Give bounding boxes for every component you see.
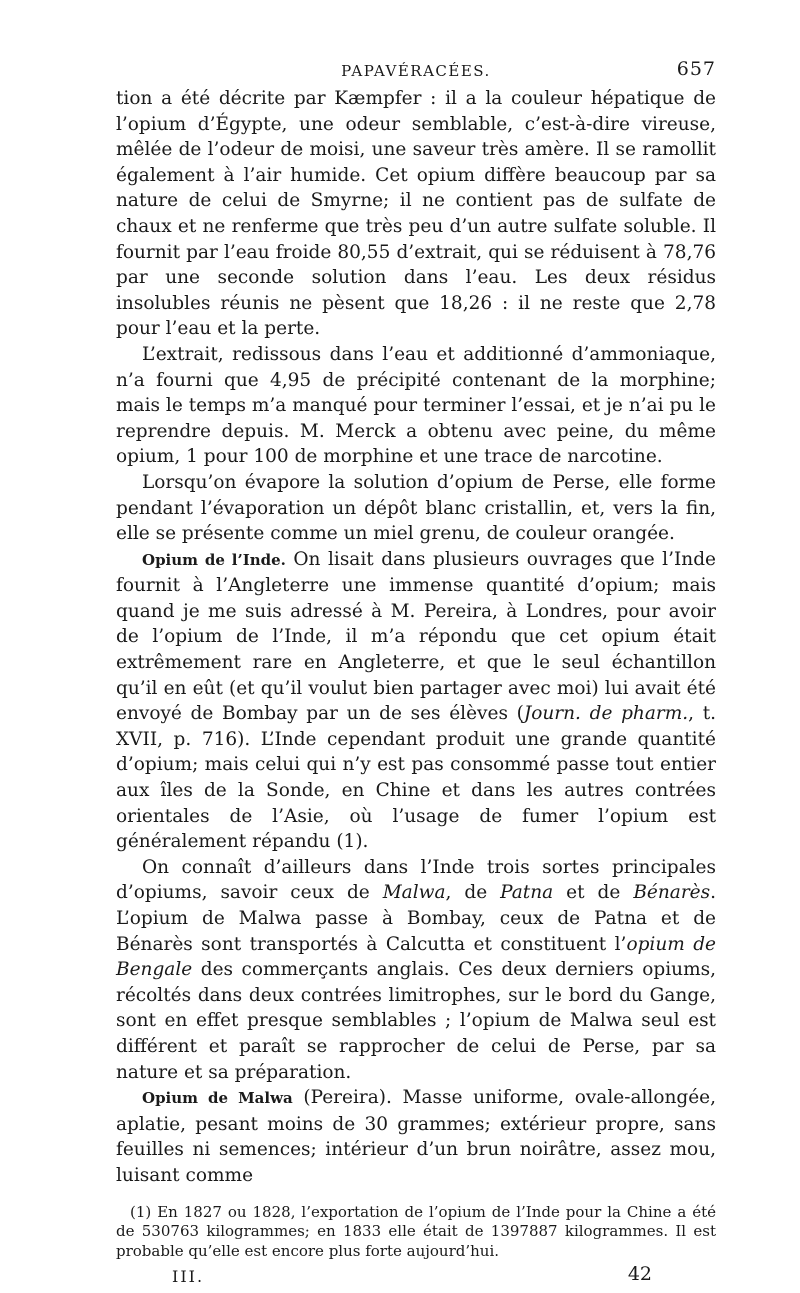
book-page <box>116 58 716 1287</box>
paragraph <box>116 547 716 855</box>
text-segment: , de <box>445 882 501 904</box>
paragraph <box>116 470 716 547</box>
text-segment: Lorsqu’on évapore la solution d’opium de Perse, elle forme pendant l’évaporation un dépôt blanc cristallin, et, vers la fin, elle se présente comme un miel grenu, de couleur orangée. <box>116 471 716 545</box>
volume-mark: III. <box>172 1267 205 1287</box>
text-segment: des commerçants anglais. Ces deux derniers opiums, récoltés dans deux contrées limitrophes, sur le bord du Gange, sont en effet presque semblables ; l’opium de Malwa seul est différent et paraît se rapprocher de celui de Perse, par sa nature et sa préparation. <box>116 959 716 1083</box>
italic-text: Journ. de pharm. <box>523 703 689 725</box>
text-segment: On connaît d’ailleurs dans l’Inde trois sortes principales d’opiums, savoir ceux de <box>116 856 716 904</box>
paragraph <box>116 342 716 470</box>
running-title: PAPAVÉRACÉES. <box>341 62 491 80</box>
text-segment: tion a été décrite par Kæmpfer : il a la couleur hépatique de l’opium d’Égypte, une odeur semblable, c’est-à-dire vireuse, mêlée de l’odeur de moisi, une saveur très amère. Il se ramollit également à l’air humide. Cet opium diffère beaucoup par sa nature de celui de Smyrne; il ne contient pas de sulfate de chaux et ne renferme que très peu d’un autre sulfate soluble. Il fournit par l’eau froide 80,55 d’extrait, qui se réduisent à 78,76 par une seconde solution dans l’eau. Les deux résidus insolubles réunis ne pèsent que 18,26 : il ne reste que 2,78 pour l’eau et la perte. <box>116 88 716 340</box>
footnote <box>116 1203 716 1262</box>
text-segment: . L’opium de Malwa passe à Bombay, ceux de Patna et de Bénarès sont transportés à Calcutta et constituent l’ <box>116 882 716 955</box>
italic-text: Malwa <box>382 882 446 904</box>
footnote-text: (1) En 1827 ou 1828, l’exportation de l’opium de l’Inde pour la Chine a été de 530763 kilogrammes; en 1833 elle était de 1397887 kilogrammes. Il est probable qu’elle est encore plus forte aujourd’hui. <box>116 1202 716 1260</box>
page-number: 657 <box>676 58 716 80</box>
page-footer <box>116 1263 716 1287</box>
page-header <box>116 58 716 86</box>
paragraph <box>116 855 716 1085</box>
text-segment: (Pereira). Masse uniforme, ovale-allongée, aplatie, pesant moins de 30 grammes; extérieur propre, sans feuilles ni semences; intérieur d’un brun noirâtre, assez mou, luisant comme <box>116 1087 716 1186</box>
text-segment: On lisait dans plusieurs ouvrages que l’Inde fournit à l’Angleterre une immense quantité d’opium; mais quand je me suis adressé à M. Pereira, à Londres, pour avoir de l’opium de l’Inde, il m’a répondu que cet opium était extrêmement rare en Angleterre, et que le seul échantillon qu’il en eût (et qu’il voulut bien partager avec moi) lui avait été envoyé de Bombay par un de ses élèves ( <box>116 548 716 725</box>
text-segment: et de <box>553 882 634 904</box>
paragraph <box>116 86 716 342</box>
paragraph <box>116 1085 716 1188</box>
text-segment: L’extrait, redissous dans l’eau et additionné d’ammoniaque, n’a fourni que 4,95 de précipité contenant de la morphine; mais le temps m’a manqué pour terminer l’essai, et je n’ai pu le reprendre depuis. M. Merck a obtenu avec peine, du même opium, 1 pour 100 de morphine et une trace de narcotine. <box>116 343 716 468</box>
italic-text: opium de Bengale <box>116 933 716 981</box>
italic-text: Bénarès <box>633 882 711 904</box>
body-text <box>116 86 716 1189</box>
section-run-in-heading: Opium de l’Inde. <box>142 550 286 569</box>
section-run-in-heading: Opium de Malwa <box>142 1089 293 1108</box>
text-segment: , t. XVII, p. 716). L’Inde cependant produit une grande quantité d’opium; mais celui qui n’y est pas consommé passe tout entier aux îles de la Sonde, en Chine et dans les autres contrées orientales de l’Asie, où l’usage de fumer l’opium est généralement répandu (1). <box>116 703 717 853</box>
italic-text: Patna <box>500 882 554 904</box>
signature-number: 42 <box>627 1263 652 1286</box>
